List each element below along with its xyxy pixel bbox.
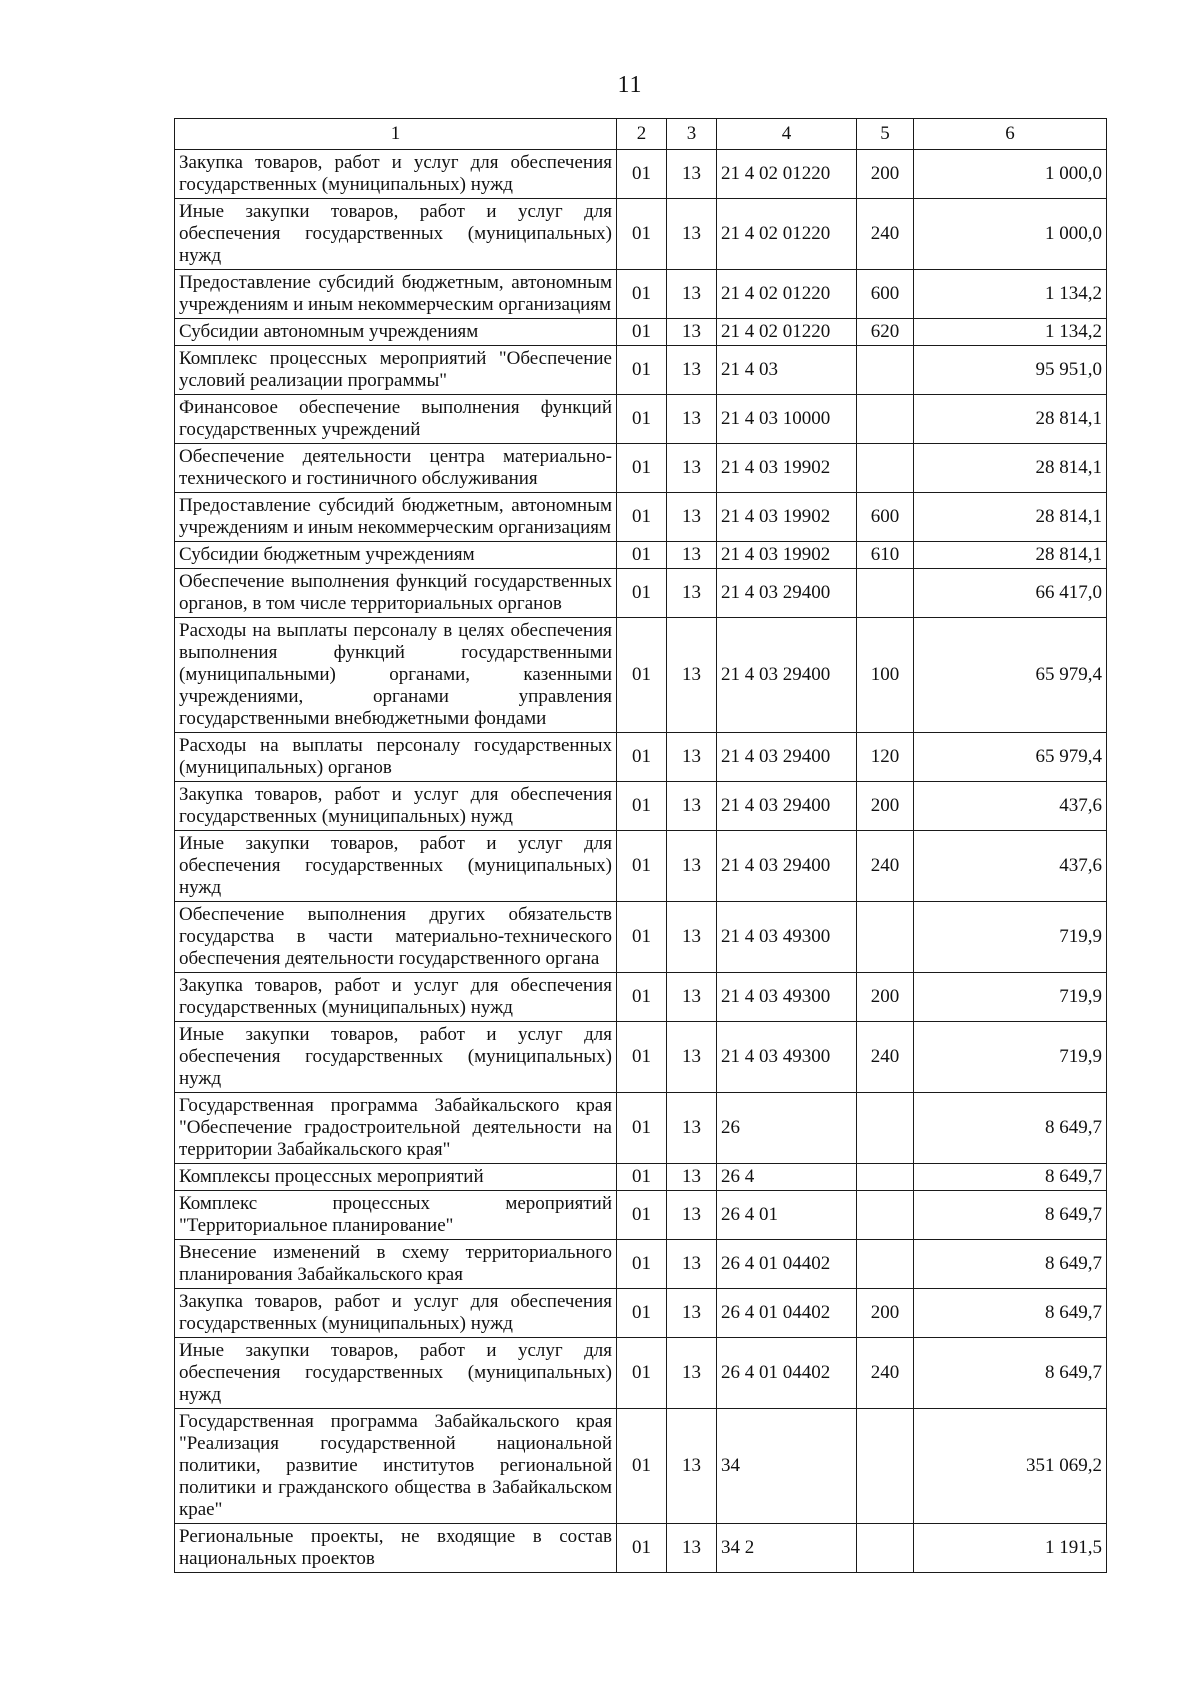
row-subsection-cell: 13 <box>667 319 717 346</box>
row-subsection-cell: 13 <box>667 1240 717 1289</box>
row-subsection-cell: 13 <box>667 493 717 542</box>
row-expense-type-cell: 240 <box>857 831 914 902</box>
row-amount-cell: 437,6 <box>914 831 1107 902</box>
row-section-cell: 01 <box>617 1022 667 1093</box>
row-section-cell: 01 <box>617 1191 667 1240</box>
row-name-cell: Закупка товаров, работ и услуг для обеспечения государственных (муниципальных) нужд <box>175 782 617 831</box>
row-target-code-cell: 21 4 02 01220 <box>717 270 857 319</box>
row-name-cell: Иные закупки товаров, работ и услуг для обеспечения государственных (муниципальных) нужд <box>175 831 617 902</box>
row-amount-cell: 351 069,2 <box>914 1409 1107 1524</box>
table-row <box>175 1240 1107 1289</box>
row-target-code-cell: 21 4 02 01220 <box>717 199 857 270</box>
row-name-cell: Комплексы процессных мероприятий <box>175 1164 617 1191</box>
row-section-cell: 01 <box>617 973 667 1022</box>
row-expense-type-cell <box>857 569 914 618</box>
row-name-cell: Обеспечение деятельности центра материально-технического и гостиничного обслуживания <box>175 444 617 493</box>
header-col-2: 2 <box>617 119 667 150</box>
row-name-cell: Расходы на выплаты персоналу в целях обеспечения выполнения функций государственными (муниципальными) органами, казенными учреждениями, органами управления государственными внебюджетными фондами <box>175 618 617 733</box>
table-row <box>175 902 1107 973</box>
row-section-cell: 01 <box>617 1524 667 1573</box>
row-expense-type-cell: 200 <box>857 973 914 1022</box>
row-subsection-cell: 13 <box>667 542 717 569</box>
row-amount-cell: 1 000,0 <box>914 150 1107 199</box>
row-amount-cell: 28 814,1 <box>914 444 1107 493</box>
row-subsection-cell: 13 <box>667 1524 717 1573</box>
row-amount-cell: 8 649,7 <box>914 1191 1107 1240</box>
table-row <box>175 618 1107 733</box>
table-row <box>175 1524 1107 1573</box>
row-section-cell: 01 <box>617 1240 667 1289</box>
row-expense-type-cell: 620 <box>857 319 914 346</box>
row-subsection-cell: 13 <box>667 1409 717 1524</box>
row-expense-type-cell <box>857 1164 914 1191</box>
row-subsection-cell: 13 <box>667 1338 717 1409</box>
row-subsection-cell: 13 <box>667 1191 717 1240</box>
row-target-code-cell: 21 4 03 10000 <box>717 395 857 444</box>
row-name-cell: Государственная программа Забайкальского края "Обеспечение градостроительной деятельности на территории Забайкальского края" <box>175 1093 617 1164</box>
row-name-cell: Иные закупки товаров, работ и услуг для обеспечения государственных (муниципальных) нужд <box>175 199 617 270</box>
row-subsection-cell: 13 <box>667 782 717 831</box>
row-subsection-cell: 13 <box>667 150 717 199</box>
row-expense-type-cell <box>857 1191 914 1240</box>
row-section-cell: 01 <box>617 395 667 444</box>
row-expense-type-cell: 200 <box>857 1289 914 1338</box>
row-section-cell: 01 <box>617 1164 667 1191</box>
row-amount-cell: 28 814,1 <box>914 493 1107 542</box>
row-amount-cell: 719,9 <box>914 973 1107 1022</box>
row-expense-type-cell: 610 <box>857 542 914 569</box>
table-row <box>175 542 1107 569</box>
row-target-code-cell: 26 4 01 04402 <box>717 1289 857 1338</box>
row-target-code-cell: 34 2 <box>717 1524 857 1573</box>
row-section-cell: 01 <box>617 493 667 542</box>
row-expense-type-cell <box>857 444 914 493</box>
row-amount-cell: 65 979,4 <box>914 733 1107 782</box>
row-amount-cell: 8 649,7 <box>914 1289 1107 1338</box>
row-target-code-cell: 21 4 03 29400 <box>717 831 857 902</box>
row-target-code-cell: 26 <box>717 1093 857 1164</box>
row-name-cell: Государственная программа Забайкальского края "Реализация государственной национальной политики, развитие институтов региональной политики и гражданского общества в Забайкальском крае" <box>175 1409 617 1524</box>
page-number: 11 <box>617 72 643 98</box>
row-name-cell: Закупка товаров, работ и услуг для обеспечения государственных (муниципальных) нужд <box>175 150 617 199</box>
row-section-cell: 01 <box>617 902 667 973</box>
row-target-code-cell: 26 4 01 <box>717 1191 857 1240</box>
table-row <box>175 569 1107 618</box>
row-subsection-cell: 13 <box>667 270 717 319</box>
table-row <box>175 733 1107 782</box>
row-section-cell: 01 <box>617 150 667 199</box>
row-amount-cell: 28 814,1 <box>914 542 1107 569</box>
row-amount-cell: 8 649,7 <box>914 1164 1107 1191</box>
header-col-6: 6 <box>914 119 1107 150</box>
row-subsection-cell: 13 <box>667 618 717 733</box>
row-target-code-cell: 21 4 03 49300 <box>717 973 857 1022</box>
table-row <box>175 1164 1107 1191</box>
row-name-cell: Иные закупки товаров, работ и услуг для обеспечения государственных (муниципальных) нужд <box>175 1022 617 1093</box>
row-name-cell: Закупка товаров, работ и услуг для обеспечения государственных (муниципальных) нужд <box>175 1289 617 1338</box>
row-subsection-cell: 13 <box>667 346 717 395</box>
row-target-code-cell: 21 4 03 49300 <box>717 902 857 973</box>
row-subsection-cell: 13 <box>667 1093 717 1164</box>
row-expense-type-cell: 200 <box>857 782 914 831</box>
row-section-cell: 01 <box>617 346 667 395</box>
row-target-code-cell: 21 4 03 49300 <box>717 1022 857 1093</box>
table-row <box>175 782 1107 831</box>
row-name-cell: Обеспечение выполнения функций государственных органов, в том числе территориальных органов <box>175 569 617 618</box>
table-row <box>175 831 1107 902</box>
row-subsection-cell: 13 <box>667 831 717 902</box>
row-section-cell: 01 <box>617 444 667 493</box>
row-amount-cell: 28 814,1 <box>914 395 1107 444</box>
row-expense-type-cell: 200 <box>857 150 914 199</box>
row-expense-type-cell: 600 <box>857 493 914 542</box>
header-col-3: 3 <box>667 119 717 150</box>
row-expense-type-cell <box>857 346 914 395</box>
row-subsection-cell: 13 <box>667 444 717 493</box>
row-amount-cell: 8 649,7 <box>914 1338 1107 1409</box>
row-expense-type-cell <box>857 902 914 973</box>
table-row <box>175 150 1107 199</box>
row-section-cell: 01 <box>617 733 667 782</box>
row-subsection-cell: 13 <box>667 902 717 973</box>
row-subsection-cell: 13 <box>667 1289 717 1338</box>
row-amount-cell: 1 000,0 <box>914 199 1107 270</box>
row-expense-type-cell: 240 <box>857 1338 914 1409</box>
table-body <box>175 150 1107 1573</box>
budget-table <box>174 118 1107 1573</box>
row-name-cell: Субсидии бюджетным учреждениям <box>175 542 617 569</box>
table-row <box>175 1289 1107 1338</box>
row-subsection-cell: 13 <box>667 973 717 1022</box>
row-name-cell: Субсидии автономным учреждениям <box>175 319 617 346</box>
row-section-cell: 01 <box>617 319 667 346</box>
row-name-cell: Обеспечение выполнения других обязательств государства в части материально-технического обеспечения деятельности государственного органа <box>175 902 617 973</box>
row-target-code-cell: 21 4 03 19902 <box>717 444 857 493</box>
table-row <box>175 973 1107 1022</box>
row-amount-cell: 95 951,0 <box>914 346 1107 395</box>
row-subsection-cell: 13 <box>667 199 717 270</box>
row-name-cell: Комплекс процессных мероприятий "Территориальное планирование" <box>175 1191 617 1240</box>
row-target-code-cell: 26 4 <box>717 1164 857 1191</box>
row-name-cell: Финансовое обеспечение выполнения функций государственных учреждений <box>175 395 617 444</box>
row-expense-type-cell: 240 <box>857 199 914 270</box>
row-name-cell: Иные закупки товаров, работ и услуг для обеспечения государственных (муниципальных) нужд <box>175 1338 617 1409</box>
table-row <box>175 346 1107 395</box>
row-name-cell: Закупка товаров, работ и услуг для обеспечения государственных (муниципальных) нужд <box>175 973 617 1022</box>
row-amount-cell: 1 191,5 <box>914 1524 1107 1573</box>
row-target-code-cell: 26 4 01 04402 <box>717 1240 857 1289</box>
row-expense-type-cell: 600 <box>857 270 914 319</box>
row-target-code-cell: 26 4 01 04402 <box>717 1338 857 1409</box>
row-target-code-cell: 21 4 02 01220 <box>717 150 857 199</box>
table-row <box>175 444 1107 493</box>
row-expense-type-cell: 240 <box>857 1022 914 1093</box>
table-row <box>175 493 1107 542</box>
row-target-code-cell: 21 4 03 19902 <box>717 493 857 542</box>
row-subsection-cell: 13 <box>667 395 717 444</box>
row-name-cell: Комплекс процессных мероприятий "Обеспечение условий реализации программы" <box>175 346 617 395</box>
row-expense-type-cell <box>857 1409 914 1524</box>
row-target-code-cell: 21 4 03 29400 <box>717 569 857 618</box>
table-row <box>175 395 1107 444</box>
row-name-cell: Предоставление субсидий бюджетным, автономным учреждениям и иным некоммерческим организациям <box>175 270 617 319</box>
header-col-4: 4 <box>717 119 857 150</box>
row-section-cell: 01 <box>617 1338 667 1409</box>
row-target-code-cell: 34 <box>717 1409 857 1524</box>
row-section-cell: 01 <box>617 1093 667 1164</box>
table-row <box>175 1093 1107 1164</box>
row-section-cell: 01 <box>617 270 667 319</box>
row-amount-cell: 1 134,2 <box>914 270 1107 319</box>
row-expense-type-cell <box>857 395 914 444</box>
row-section-cell: 01 <box>617 1289 667 1338</box>
row-amount-cell: 719,9 <box>914 1022 1107 1093</box>
table-row <box>175 1191 1107 1240</box>
row-subsection-cell: 13 <box>667 1164 717 1191</box>
row-name-cell: Расходы на выплаты персоналу государственных (муниципальных) органов <box>175 733 617 782</box>
row-section-cell: 01 <box>617 1409 667 1524</box>
row-target-code-cell: 21 4 03 19902 <box>717 542 857 569</box>
row-amount-cell: 8 649,7 <box>914 1240 1107 1289</box>
header-col-5: 5 <box>857 119 914 150</box>
row-subsection-cell: 13 <box>667 1022 717 1093</box>
row-name-cell: Внесение изменений в схему территориального планирования Забайкальского края <box>175 1240 617 1289</box>
row-amount-cell: 437,6 <box>914 782 1107 831</box>
table-row <box>175 1338 1107 1409</box>
row-subsection-cell: 13 <box>667 569 717 618</box>
header-col-1: 1 <box>175 119 617 150</box>
table-row <box>175 319 1107 346</box>
row-target-code-cell: 21 4 03 29400 <box>717 618 857 733</box>
row-section-cell: 01 <box>617 782 667 831</box>
row-amount-cell: 65 979,4 <box>914 618 1107 733</box>
row-name-cell: Региональные проекты, не входящие в состав национальных проектов <box>175 1524 617 1573</box>
row-expense-type-cell <box>857 1524 914 1573</box>
row-section-cell: 01 <box>617 542 667 569</box>
row-expense-type-cell: 120 <box>857 733 914 782</box>
table-row <box>175 1409 1107 1524</box>
row-section-cell: 01 <box>617 618 667 733</box>
row-section-cell: 01 <box>617 199 667 270</box>
row-target-code-cell: 21 4 03 29400 <box>717 733 857 782</box>
table-row <box>175 270 1107 319</box>
row-target-code-cell: 21 4 02 01220 <box>717 319 857 346</box>
row-amount-cell: 1 134,2 <box>914 319 1107 346</box>
row-amount-cell: 8 649,7 <box>914 1093 1107 1164</box>
row-target-code-cell: 21 4 03 <box>717 346 857 395</box>
row-amount-cell: 719,9 <box>914 902 1107 973</box>
row-expense-type-cell <box>857 1093 914 1164</box>
row-amount-cell: 66 417,0 <box>914 569 1107 618</box>
row-section-cell: 01 <box>617 569 667 618</box>
row-name-cell: Предоставление субсидий бюджетным, автономным учреждениям и иным некоммерческим организациям <box>175 493 617 542</box>
row-section-cell: 01 <box>617 831 667 902</box>
table-row <box>175 199 1107 270</box>
row-expense-type-cell <box>857 1240 914 1289</box>
header-row <box>175 119 1107 150</box>
table-row <box>175 1022 1107 1093</box>
row-expense-type-cell: 100 <box>857 618 914 733</box>
row-target-code-cell: 21 4 03 29400 <box>717 782 857 831</box>
row-subsection-cell: 13 <box>667 733 717 782</box>
